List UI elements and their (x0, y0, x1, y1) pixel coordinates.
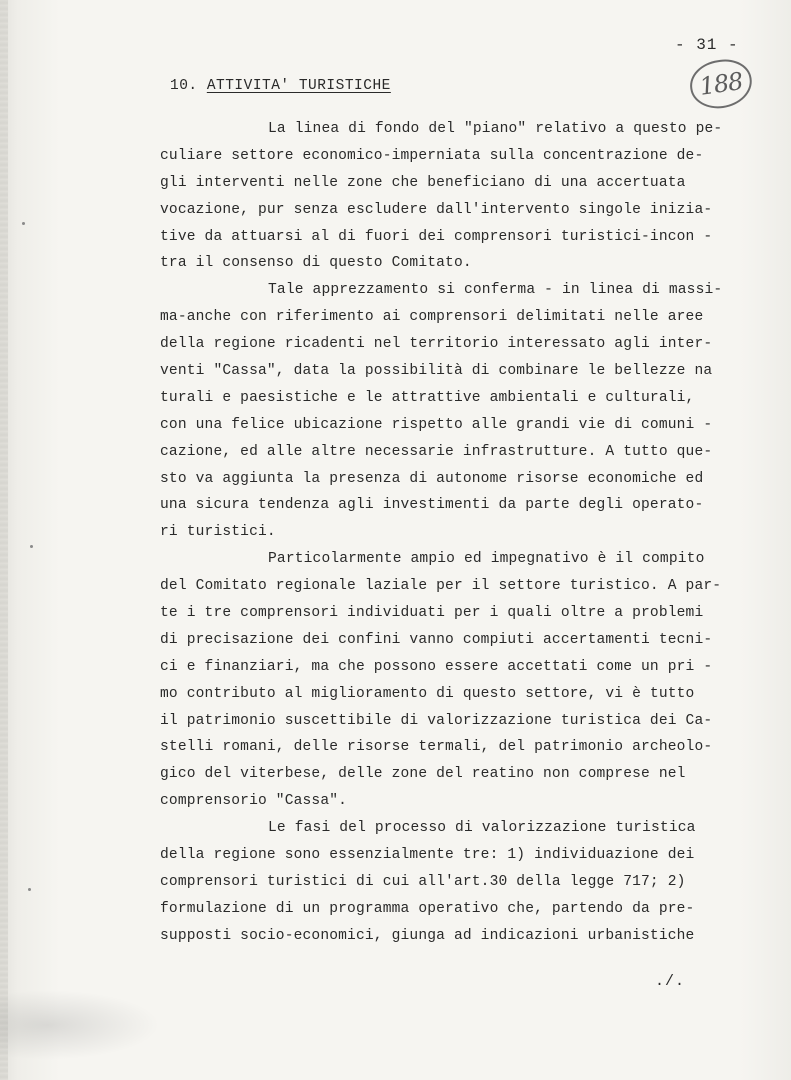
text-line: ma-anche con riferimento ai comprensori delimitati nelle aree (160, 309, 704, 326)
text-line: La linea di fondo del "piano" relativo a questo pe- (268, 121, 723, 137)
text-line: con una felice ubicazione rispetto alle grandi vie di comuni - (160, 416, 713, 433)
text-line: Le fasi del processo di valorizzazione turistica (268, 820, 696, 837)
text-line: Particolarmente ampio ed impegnativo è il compito (268, 551, 705, 568)
text-line: gli interventi nelle zone che beneficiano di una accertuata (160, 174, 686, 191)
text-line: della regione ricadenti nel territorio interessato agli inter- (160, 336, 713, 353)
text-line: tive da attuarsi al di fuori dei comprensori turistici-incon - (160, 228, 713, 245)
text-line: della regione sono essenzialmente tre: 1) individuazione dei (160, 847, 695, 864)
text-line: turali e paesistiche e le attrattive ambientali e culturali, (160, 389, 695, 406)
text-line: il patrimonio suscettibile di valorizzazione turistica dei Ca- (160, 712, 713, 729)
section-heading (170, 78, 391, 94)
body-text (160, 116, 745, 950)
section-title: ATTIVITA' TURISTICHE (206, 78, 391, 94)
text-line: culiare settore economico-imperniata sulla concentrazione de- (160, 147, 704, 164)
text-line: del Comitato regionale laziale per il settore turistico. A par- (160, 578, 722, 595)
text-line: Tale apprezzamento si conferma - in linea di massi- (268, 282, 723, 299)
text-line: comprensorio "Cassa". (160, 793, 348, 810)
section-number: 10. (170, 78, 198, 94)
continuation-mark: ./. (655, 973, 686, 990)
text-line: stelli romani, delle risorse termali, del patrimonio archeolo- (160, 739, 713, 756)
stamp-number: 188 (697, 67, 745, 101)
text-line: una sicura tendenza agli investimenti da parte degli operato- (160, 497, 704, 514)
text-line: gico del viterbese, delle zone del reatino non comprese nel (160, 766, 686, 783)
text-line: te i tre comprensori individuati per i quali oltre a problemi (160, 605, 704, 622)
archive-stamp-icon (687, 56, 755, 112)
text-line: ci e finanziari, ma che possono essere accettati come un pri - (160, 658, 713, 675)
text-line: sto va aggiunta la presenza di autonome risorse economiche ed (160, 470, 704, 487)
text-line: mo contributo al miglioramento di questo settore, vi è tutto (160, 685, 695, 702)
scan-speck (28, 888, 31, 891)
page-number: - 31 - (675, 36, 739, 54)
text-line: cazione, ed alle altre necessarie infrastrutture. A tutto que- (160, 443, 713, 460)
scan-speck (22, 222, 25, 225)
scan-shadow (0, 990, 160, 1060)
text-line: tra il consenso di questo Comitato. (160, 255, 472, 272)
text-line: ri turistici. (160, 524, 276, 541)
text-line: comprensori turistici di cui all'art.30 della legge 717; 2) (160, 873, 686, 890)
text-line: vocazione, pur senza escludere dall'intervento singole inizia- (160, 201, 713, 218)
scan-left-edge (0, 0, 8, 1080)
text-line: venti "Cassa", data la possibilità di combinare le bellezze na (160, 363, 713, 380)
text-line: di precisazione dei confini vanno compiuti accertamenti tecni- (160, 631, 713, 648)
text-line: formulazione di un programma operativo che, partendo da pre- (160, 900, 695, 917)
scan-speck (30, 545, 33, 548)
text-line: supposti socio-economici, giunga ad indicazioni urbanistiche (160, 927, 695, 944)
